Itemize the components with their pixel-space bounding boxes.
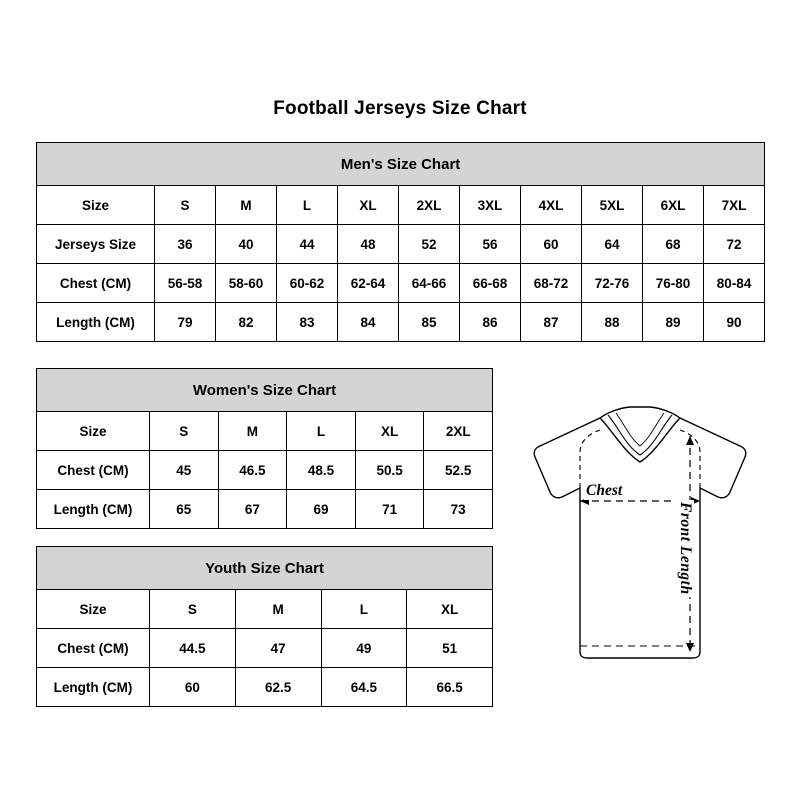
table-cell: 58-60 (216, 264, 277, 303)
table-cell: 62-64 (338, 264, 399, 303)
table-cell: 52 (399, 225, 460, 264)
table-cell: 67 (218, 490, 287, 529)
table-cell: M (235, 590, 321, 629)
table-cell: 60 (521, 225, 582, 264)
table-cell: 64 (582, 225, 643, 264)
table-cell: XL (355, 412, 424, 451)
table-header-row (37, 547, 493, 590)
table-cell: 89 (643, 303, 704, 342)
table-cell: 3XL (460, 186, 521, 225)
table-cell: 69 (287, 490, 356, 529)
table-cell: XL (338, 186, 399, 225)
mens-size-chart-table (36, 142, 765, 342)
table-cell: 2XL (424, 412, 493, 451)
table-cell: 65 (150, 490, 219, 529)
row-label: Chest (CM) (37, 629, 150, 668)
table-cell: 44.5 (150, 629, 236, 668)
table-cell: 84 (338, 303, 399, 342)
table-cell: 83 (277, 303, 338, 342)
row-label: Length (CM) (37, 490, 150, 529)
table-cell: 56-58 (155, 264, 216, 303)
table-cell: 85 (399, 303, 460, 342)
table-cell: S (155, 186, 216, 225)
page-title: Football Jerseys Size Chart (273, 98, 527, 119)
table-cell: XL (407, 590, 493, 629)
table-row (37, 412, 493, 451)
table-cell: M (216, 186, 277, 225)
table-cell: 44 (277, 225, 338, 264)
table-cell: 68-72 (521, 264, 582, 303)
row-label: Size (37, 186, 155, 225)
table-cell: 52.5 (424, 451, 493, 490)
table-cell: 90 (704, 303, 765, 342)
row-label: Jerseys Size (37, 225, 155, 264)
table-cell: 72-76 (582, 264, 643, 303)
chest-measure-label: Chest (586, 482, 623, 499)
row-label: Length (CM) (37, 303, 155, 342)
table-cell: 36 (155, 225, 216, 264)
table-cell: 46.5 (218, 451, 287, 490)
table-cell: L (277, 186, 338, 225)
row-label: Chest (CM) (37, 451, 150, 490)
table-header-row (37, 369, 493, 412)
table-cell: 64-66 (399, 264, 460, 303)
table-row (37, 629, 493, 668)
table-row (37, 451, 493, 490)
table-cell: 87 (521, 303, 582, 342)
table-cell: 64.5 (321, 668, 407, 707)
table-cell: 2XL (399, 186, 460, 225)
row-label: Length (CM) (37, 668, 150, 707)
table-cell: 68 (643, 225, 704, 264)
table-cell: 40 (216, 225, 277, 264)
table-row (37, 225, 765, 264)
womens-table-caption: Women's Size Chart (37, 369, 493, 412)
table-cell: 66-68 (460, 264, 521, 303)
table-row (37, 186, 765, 225)
table-header-row (37, 143, 765, 186)
table-cell: 6XL (643, 186, 704, 225)
womens-size-chart-table (36, 368, 493, 529)
mens-table-caption: Men's Size Chart (37, 143, 765, 186)
row-label: Chest (CM) (37, 264, 155, 303)
table-cell: 71 (355, 490, 424, 529)
table-cell: S (150, 412, 219, 451)
table-cell: 51 (407, 629, 493, 668)
row-label: Size (37, 412, 150, 451)
row-label: Size (37, 590, 150, 629)
table-cell: 48 (338, 225, 399, 264)
table-cell: 45 (150, 451, 219, 490)
table-cell: 66.5 (407, 668, 493, 707)
youth-table-caption: Youth Size Chart (37, 547, 493, 590)
table-cell: L (321, 590, 407, 629)
table-cell: 56 (460, 225, 521, 264)
table-cell: 73 (424, 490, 493, 529)
table-cell: 50.5 (355, 451, 424, 490)
table-cell: 76-80 (643, 264, 704, 303)
table-row (37, 490, 493, 529)
table-cell: 48.5 (287, 451, 356, 490)
table-row (37, 668, 493, 707)
table-cell: 47 (235, 629, 321, 668)
table-cell: S (150, 590, 236, 629)
table-cell: 5XL (582, 186, 643, 225)
table-cell: L (287, 412, 356, 451)
table-row (37, 590, 493, 629)
front-length-measure-label: Front Length (677, 502, 694, 595)
table-cell: 4XL (521, 186, 582, 225)
tshirt-outline-icon (504, 400, 776, 690)
youth-size-chart-table (36, 546, 493, 707)
table-cell: 88 (582, 303, 643, 342)
tshirt-measurement-diagram (504, 400, 776, 690)
table-cell: 80-84 (704, 264, 765, 303)
table-cell: 72 (704, 225, 765, 264)
table-cell: M (218, 412, 287, 451)
table-cell: 60-62 (277, 264, 338, 303)
table-cell: 79 (155, 303, 216, 342)
table-cell: 60 (150, 668, 236, 707)
table-cell: 7XL (704, 186, 765, 225)
table-row (37, 303, 765, 342)
table-row (37, 264, 765, 303)
table-cell: 82 (216, 303, 277, 342)
table-cell: 49 (321, 629, 407, 668)
table-cell: 86 (460, 303, 521, 342)
table-cell: 62.5 (235, 668, 321, 707)
